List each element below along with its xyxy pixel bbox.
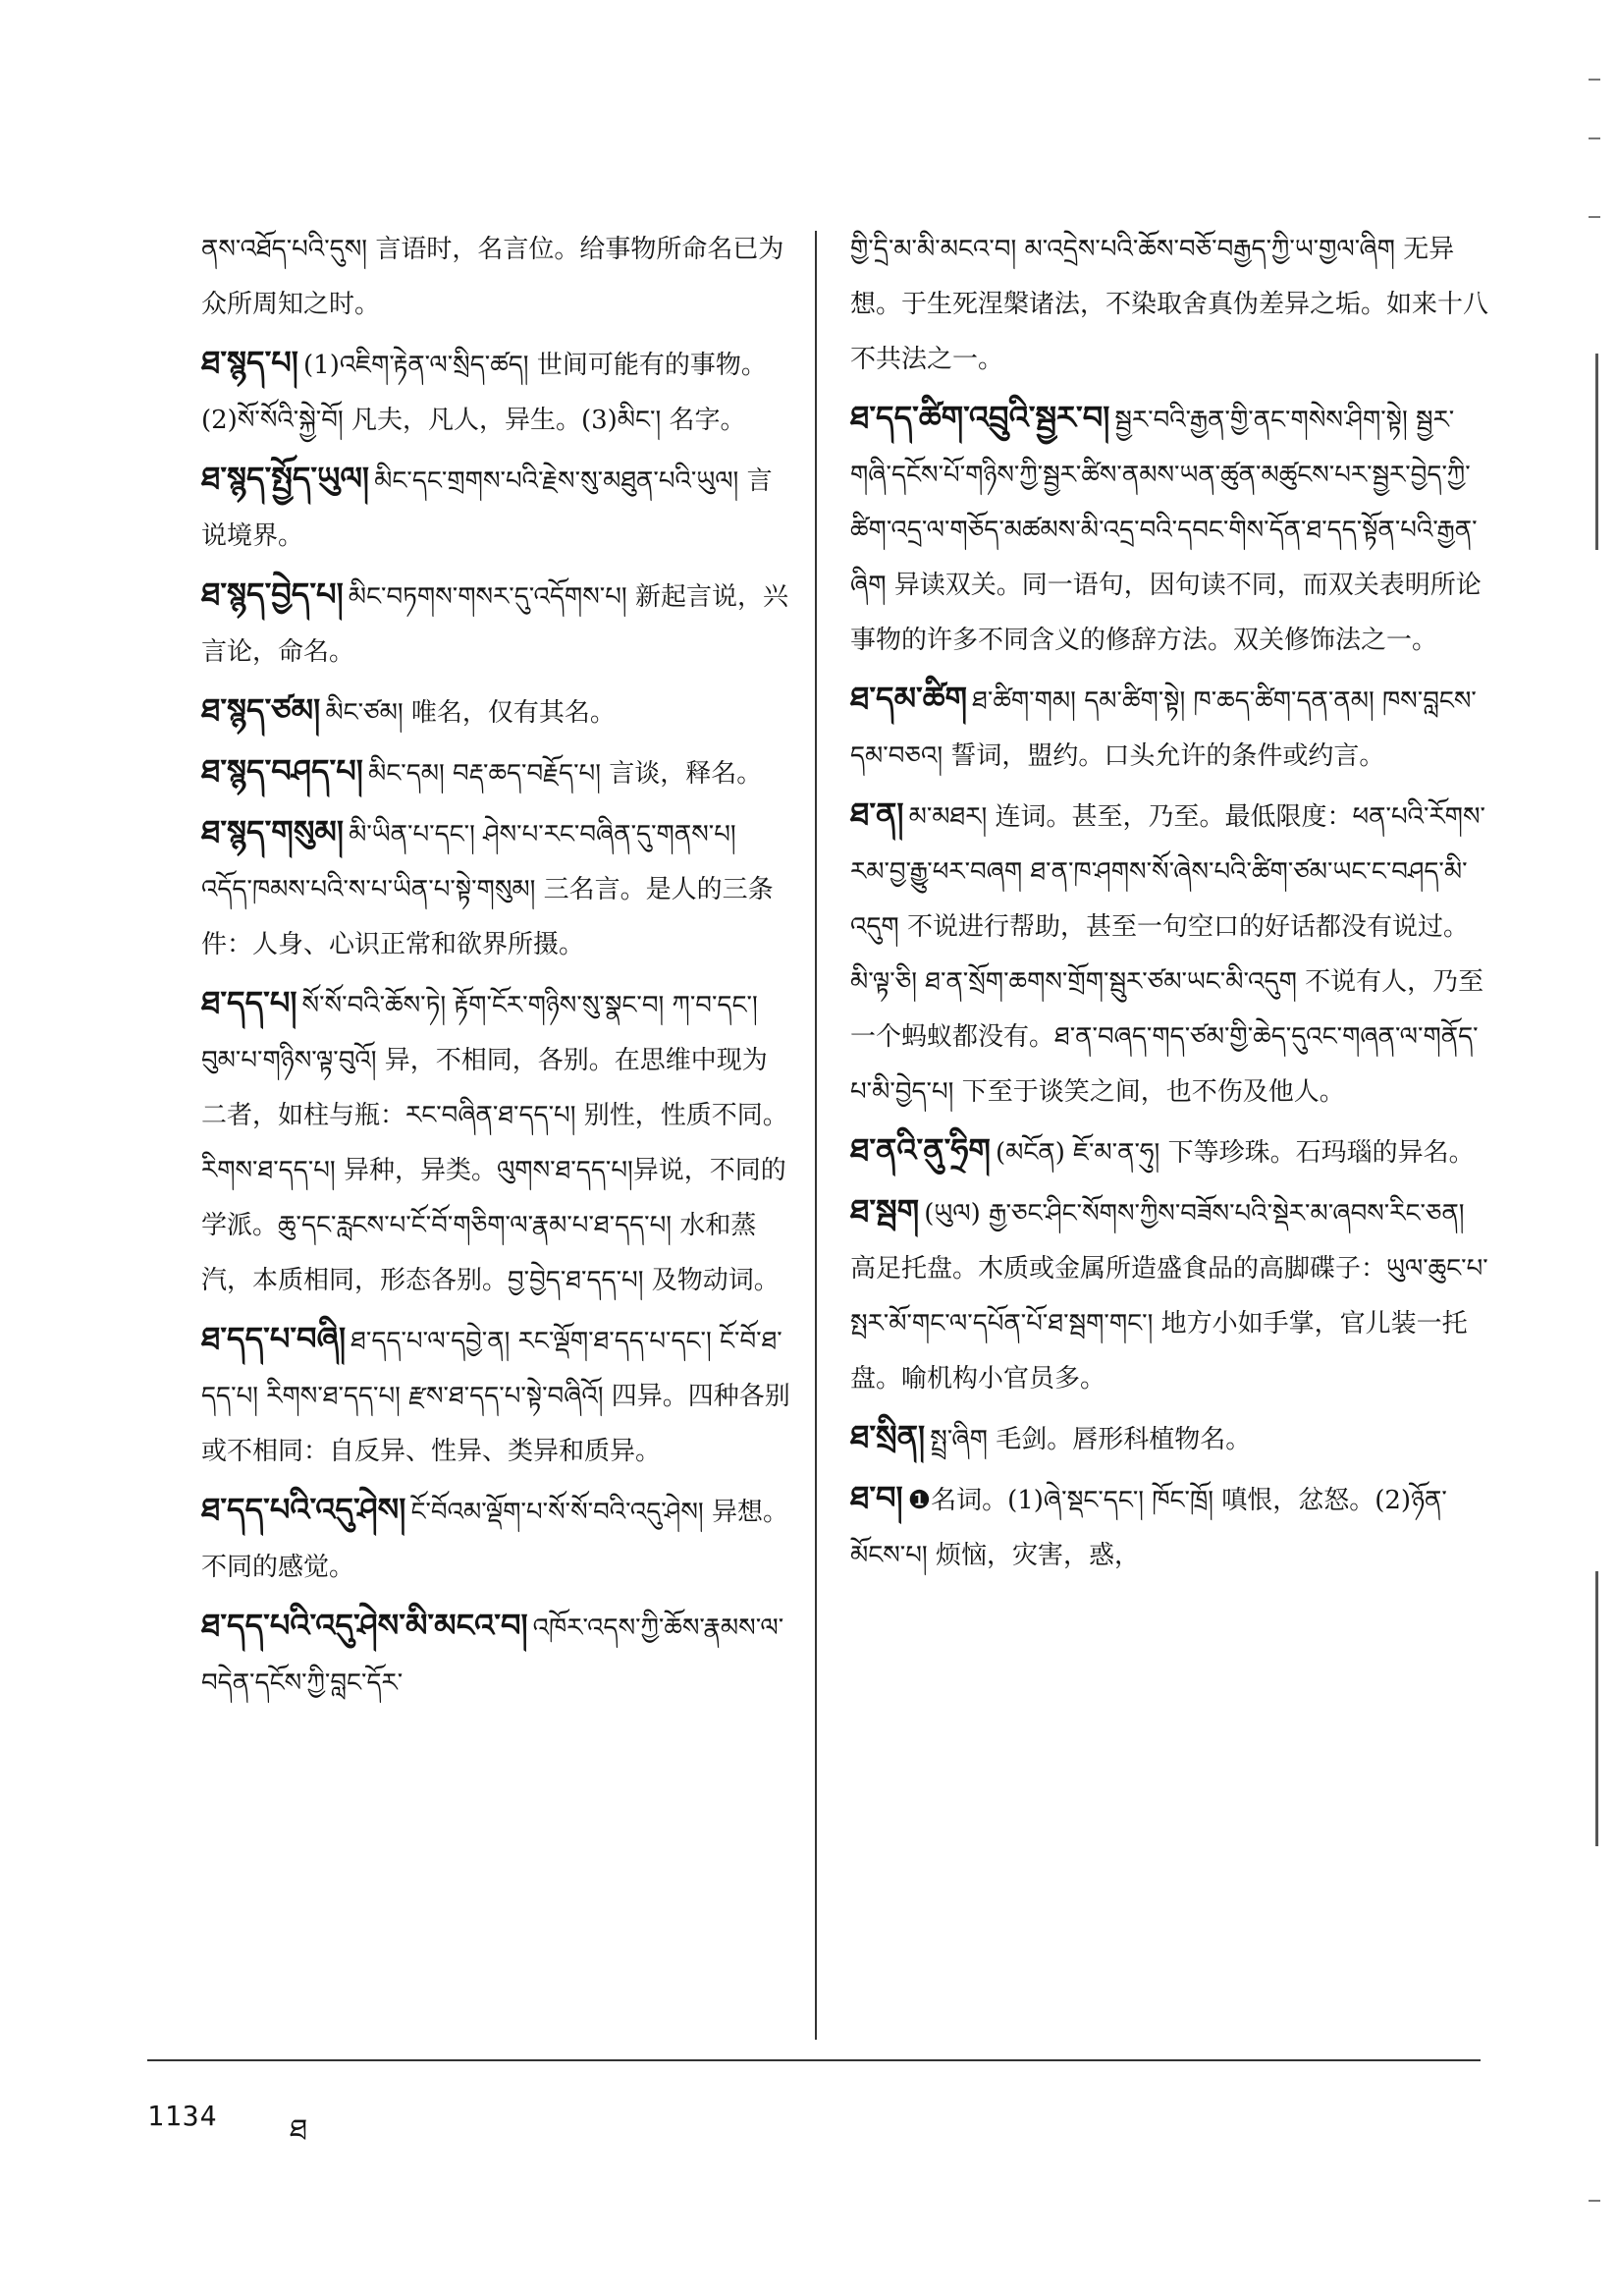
dictionary-entry [201, 803, 790, 972]
entry-definition: ❶名词。(1)ཞེ་སྡང་དང་། ཁོང་ཁྲོ། 嗔恨，忿怒。(2)ཉོན་མོངས་པ། 烦恼，灾害，惑， [850, 1486, 1447, 1570]
entry-definition: (མངོན) ཇོ་མ་ན་ཧུ། 下等珍珠。石玛瑙的异名。 [995, 1138, 1475, 1168]
entry-definition: སོ་སོ་བའི་ཆོས་ཏེ། རྟོག་ངོར་གཉིས་སུ་སྣང་བ། ཀ་བ་དང་། བུམ་པ་གཉིས་ལྟ་བུའོ། 异，不相同，各别。在思维中现为二者，如柱与瓶：རང་བཞིན་ཐ་དད་པ། 别性，性质不同。རིགས་ཐ་དད་པ། 异种，异类。ལུགས་ཐ་དད་པ།异说，不同的学派。ཆུ་དང་རླངས་པ་ངོ་བོ་གཅིག་ལ་རྣམ་པ་ཐ་དད་པ། 水和蒸汽，本质相同，形态各别。བྱ་བྱེད་ཐ་དད་པ། 及物动词。 [201, 991, 788, 1295]
entry-definition: མི་ཡིན་པ་དང་། ཤེས་པ་རང་བཞིན་དུ་གནས་པ། འདོད་ཁམས་པའི་ས་པ་ཡིན་པ་སྟེ་གསུམ། 三名言。是人的三条件：人身、心识正常和欲界所摄。 [201, 820, 774, 959]
entry-headword: ཐ་དད་པ་བཞི། [201, 1320, 347, 1357]
entry-definition: ནས་འཐོད་པའི་དུས། 言语时，名言位。给事物所命名已为众所周知之时。 [201, 235, 784, 319]
entry-headword: ཐ་སྙད་བཤད་པ། [201, 752, 363, 790]
dictionary-entry [201, 974, 790, 1308]
page-edge-mark [1595, 354, 1598, 550]
entry-headword: ཐ་དད་པའི་འདུ་ཤེས་མི་མངའ་བ། [201, 1607, 528, 1644]
entry-headword: ཐ་དམ་ཚིག [850, 680, 968, 717]
column-divider [815, 231, 817, 2040]
entry-headword: ཐ་བ། [850, 1479, 903, 1516]
dictionary-entry [201, 1481, 790, 1595]
entry-headword: ཐ་དད་པའི་འདུ་ཤེས། [201, 1491, 406, 1528]
entry-definition: ཐ་ཚིག་གམ། དམ་ཚིག་སྟེ། ཁ་ཆད་ཚིག་དན་ནམ། ཁས་བླངས་དམ་བཅའ། 誓词，盟约。口头允许的条件或约言。 [850, 686, 1477, 771]
entry-definition: (ཡུལ) རྒྱ་ཅང་ཤིང་སོགས་ཀྱིས་བཟོས་པའི་སྡེར་མ་ཞབས་རིང་ཅན། 高足托盘。木质或金属所造盛食品的高脚碟子：ཡུལ་ཆུང་པ་སྤར་མོ་གང་ལ་དཔོན་པོ་ཐ་སྦག་གང་། 地方小如手掌，官儿装一托盘。喻机构小官员多。 [850, 1199, 1488, 1394]
dictionary-entry [201, 1597, 790, 1711]
page-number: 1134 [147, 2100, 218, 2132]
dictionary-entry [201, 682, 790, 740]
dictionary-entry [850, 786, 1490, 1120]
entry-definition: གྱི་དྲི་མ་མི་མངའ་བ། མ་འདྲེས་པའི་ཆོས་བཅོ་བརྒྱད་ཀྱི་ཡ་གྱལ་ཞིག 无异想。于生死涅槃诸法，不染取舍真伪差异之垢。如来十八不共法之一。 [850, 235, 1489, 374]
dictionary-entry [850, 1469, 1490, 1583]
dictionary-entry [850, 1408, 1490, 1467]
entry-headword: ཐ་སྦག [850, 1192, 920, 1230]
page-edge-mark [1595, 1571, 1598, 1846]
dictionary-entry [850, 1182, 1490, 1406]
dictionary-entry [850, 218, 1490, 387]
page-edge-tick [1589, 79, 1600, 81]
page-edge-tick [1589, 216, 1600, 218]
entry-headword: ཐ་སྙད་པ། [201, 344, 298, 381]
left-column [201, 218, 790, 1713]
entry-definition: ཐ་དད་པ་ལ་དབྱེ་ན། རང་ལྡོག་ཐ་དད་པ་དང་། ངོ་བོ་ཐ་དད་པ། རིགས་ཐ་དད་པ། རྫས་ཐ་དད་པ་སྟེ་བཞིའོ། 四异。四种各别或不相同：自反异、性异、类异和质异。 [201, 1327, 790, 1466]
entry-definition: མིང་དམ། བརྡ་ཆད་བརྗོད་པ། 言谈，释名。 [368, 759, 763, 789]
dictionary-entry [850, 389, 1490, 668]
footer-rule [147, 2059, 1481, 2061]
section-letter: ཐ [290, 2113, 308, 2148]
dictionary-entry [850, 670, 1490, 784]
entry-headword: ཐ་ནའི་ནུ་ཧྲིག [850, 1131, 991, 1169]
entry-definition: ངོ་བོའམ་ལྡོག་པ་སོ་སོ་བའི་འདུ་ཤེས། 异想。不同的感觉。 [201, 1498, 788, 1582]
dictionary-entry [201, 1310, 790, 1479]
entry-definition: མིང་དང་གྲགས་པའི་རྗེས་སུ་མཐུན་པའི་ཡུལ། 言说境界。 [201, 466, 773, 551]
entry-definition: (1)འཇིག་རྟེན་ལ་སྲིད་ཚད། 世间可能有的事物。(2)སོ་སོའི་སྐྱེ་བོ། 凡夫，凡人，异生。(3)མིང་། 名字。 [201, 351, 767, 435]
entry-headword: ཐ་སྙད་སྤྱོད་ཡུལ། [201, 460, 370, 497]
dictionary-entry [201, 742, 790, 801]
entry-headword: ཐ་སྙད་ཙམ། [201, 691, 321, 729]
dictionary-entry [201, 566, 790, 680]
entry-headword: ཐ་སྲིན། [850, 1418, 926, 1455]
entry-headword: ཐ་སྙད་གསུམ། [201, 813, 344, 850]
entry-definition: སྦྱར་བའི་རྒྱན་གྱི་ནང་གསེས་ཤིག་སྟེ། སྦྱར་གཞི་དངོས་པོ་གཉིས་ཀྱི་སྦྱར་ཚིས་ནམས་ཡན་ཚུན་མཚུངས་པར་སྦྱར་བྱེད་ཀྱི་ཚིག་འདྲ་ལ་གཅོད་མཚམས་མི་འདྲ་བའི་དབང་གིས་དོན་ཐ་དད་སྟོན་པའི་རྒྱན་ཞིག 异读双关。同一语句，因句读不同，而双关表明所论事物的许多不同含义的修辞方法。双关修饰法之一。 [850, 406, 1482, 655]
dictionary-entry [850, 1121, 1490, 1180]
dictionary-entry [201, 334, 790, 448]
page-edge-tick [1589, 2200, 1600, 2202]
entry-headword: ཐ་ན། [850, 795, 904, 833]
entry-definition: མིང་ཙམ། 唯名，仅有其名。 [325, 698, 616, 728]
entry-definition: མིང་བཏགས་གསར་དུ་འདོགས་པ། 新起言说，兴言论，命名。 [201, 582, 788, 667]
dictionary-entry [201, 218, 790, 332]
entry-headword: ཐ་དད་པ། [201, 984, 297, 1021]
right-column [850, 218, 1490, 1585]
entry-definition: མ་མཐར། 连词。甚至，乃至。最低限度：ཕན་པའི་རོགས་རམ་བྱ་རྒྱུ་ཕར་བཞག ཐ་ན་ཁ་ཤགས་སོ་ཞེས་པའི་ཚིག་ཙམ་ཡང་ང་བཤད་མི་འདུག 不说进行帮助，甚至一句空口的好话都没有说过。མི་ལྟ་ཅི། ཐ་ན་སྲོག་ཆགས་གྲོག་སྦུར་ཙམ་ཡང་མི་འདུག 不说有人，乃至一个蚂蚁都没有。ཐ་ན་བཞད་གད་ཙམ་གྱི་ཆེད་དུའང་གཞན་ལ་གནོད་པ་མི་བྱེད་པ། 下至于谈笑之间，也不伤及他人。 [850, 802, 1485, 1107]
entry-headword: ཐ་དད་ཚིག་འབྲུའི་སྦྱར་བ། [850, 399, 1110, 436]
entry-definition: འཁོར་འདས་ཀྱི་ཆོས་རྣམས་ལ་བདེན་དངོས་ཀྱི་བླང་དོར་ [201, 1613, 784, 1698]
page-edge-tick [1589, 137, 1600, 139]
entry-headword: ཐ་སྙད་བྱེད་པ། [201, 575, 344, 613]
dictionary-entry [201, 450, 790, 564]
entry-definition: སྤྲ་ཞིག 毛剑。唇形科植物名。 [930, 1425, 1252, 1454]
